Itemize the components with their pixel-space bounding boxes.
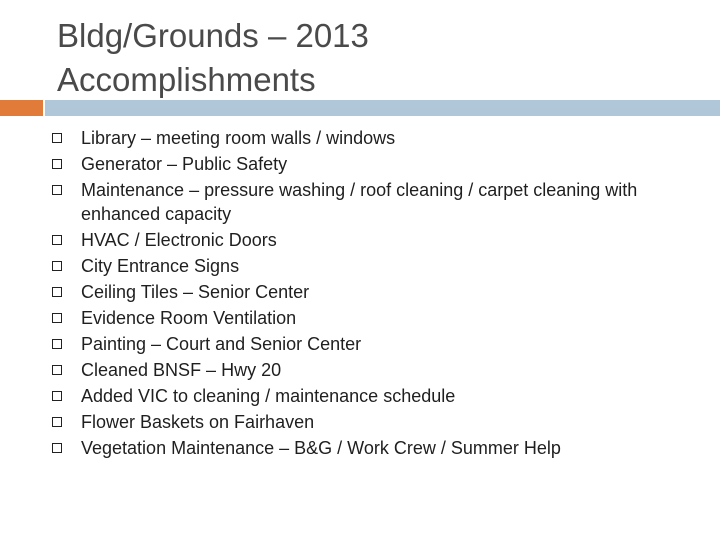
bullet-text: Flower Baskets on Fairhaven (81, 412, 315, 432)
list-item (52, 358, 712, 382)
list-item (52, 152, 712, 176)
bullet-text: Library – meeting room walls / windows (81, 128, 396, 148)
list-item (52, 126, 712, 150)
bullet-text: Generator – Public Safety (81, 154, 288, 174)
square-bullet-icon (52, 133, 62, 143)
bullet-text: Evidence Room Ventilation (81, 308, 297, 328)
list-item (52, 228, 712, 252)
bullet-text: Vegetation Maintenance – B&G / Work Crew / Summer Help (81, 438, 561, 458)
list-item (52, 410, 712, 434)
list-item (52, 306, 712, 330)
bullet-text: HVAC / Electronic Doors (81, 230, 277, 250)
list-item (52, 178, 712, 226)
bullet-text: Painting – Court and Senior Center (81, 334, 362, 354)
list-item (52, 280, 712, 304)
square-bullet-icon (52, 159, 62, 169)
list-item (52, 384, 712, 408)
square-bullet-icon (52, 261, 62, 271)
bullet-text: Ceiling Tiles – Senior Center (81, 282, 310, 302)
accent-bar-orange (0, 100, 43, 116)
bullet-text: Maintenance – pressure washing / roof cleaning / carpet cleaning with enhanced capacity (81, 180, 638, 224)
list-item (52, 436, 712, 460)
square-bullet-icon (52, 185, 62, 195)
list-item (52, 332, 712, 356)
square-bullet-icon (52, 391, 62, 401)
square-bullet-icon (52, 287, 62, 297)
bullet-text: Added VIC to cleaning / maintenance schedule (81, 386, 456, 406)
slide-title-line-1: Bldg/Grounds – 2013 (57, 17, 369, 54)
square-bullet-icon (52, 443, 62, 453)
bullet-text: Cleaned BNSF – Hwy 20 (81, 360, 282, 380)
square-bullet-icon (52, 313, 62, 323)
slide-title-line-2: Accomplishments (57, 61, 316, 98)
list-item (52, 254, 712, 278)
square-bullet-icon (52, 339, 62, 349)
bullet-text: City Entrance Signs (81, 256, 240, 276)
slide-title (57, 14, 657, 102)
square-bullet-icon (52, 417, 62, 427)
accent-bar-blue (45, 100, 720, 116)
bullet-list (52, 126, 712, 462)
square-bullet-icon (52, 365, 62, 375)
square-bullet-icon (52, 235, 62, 245)
